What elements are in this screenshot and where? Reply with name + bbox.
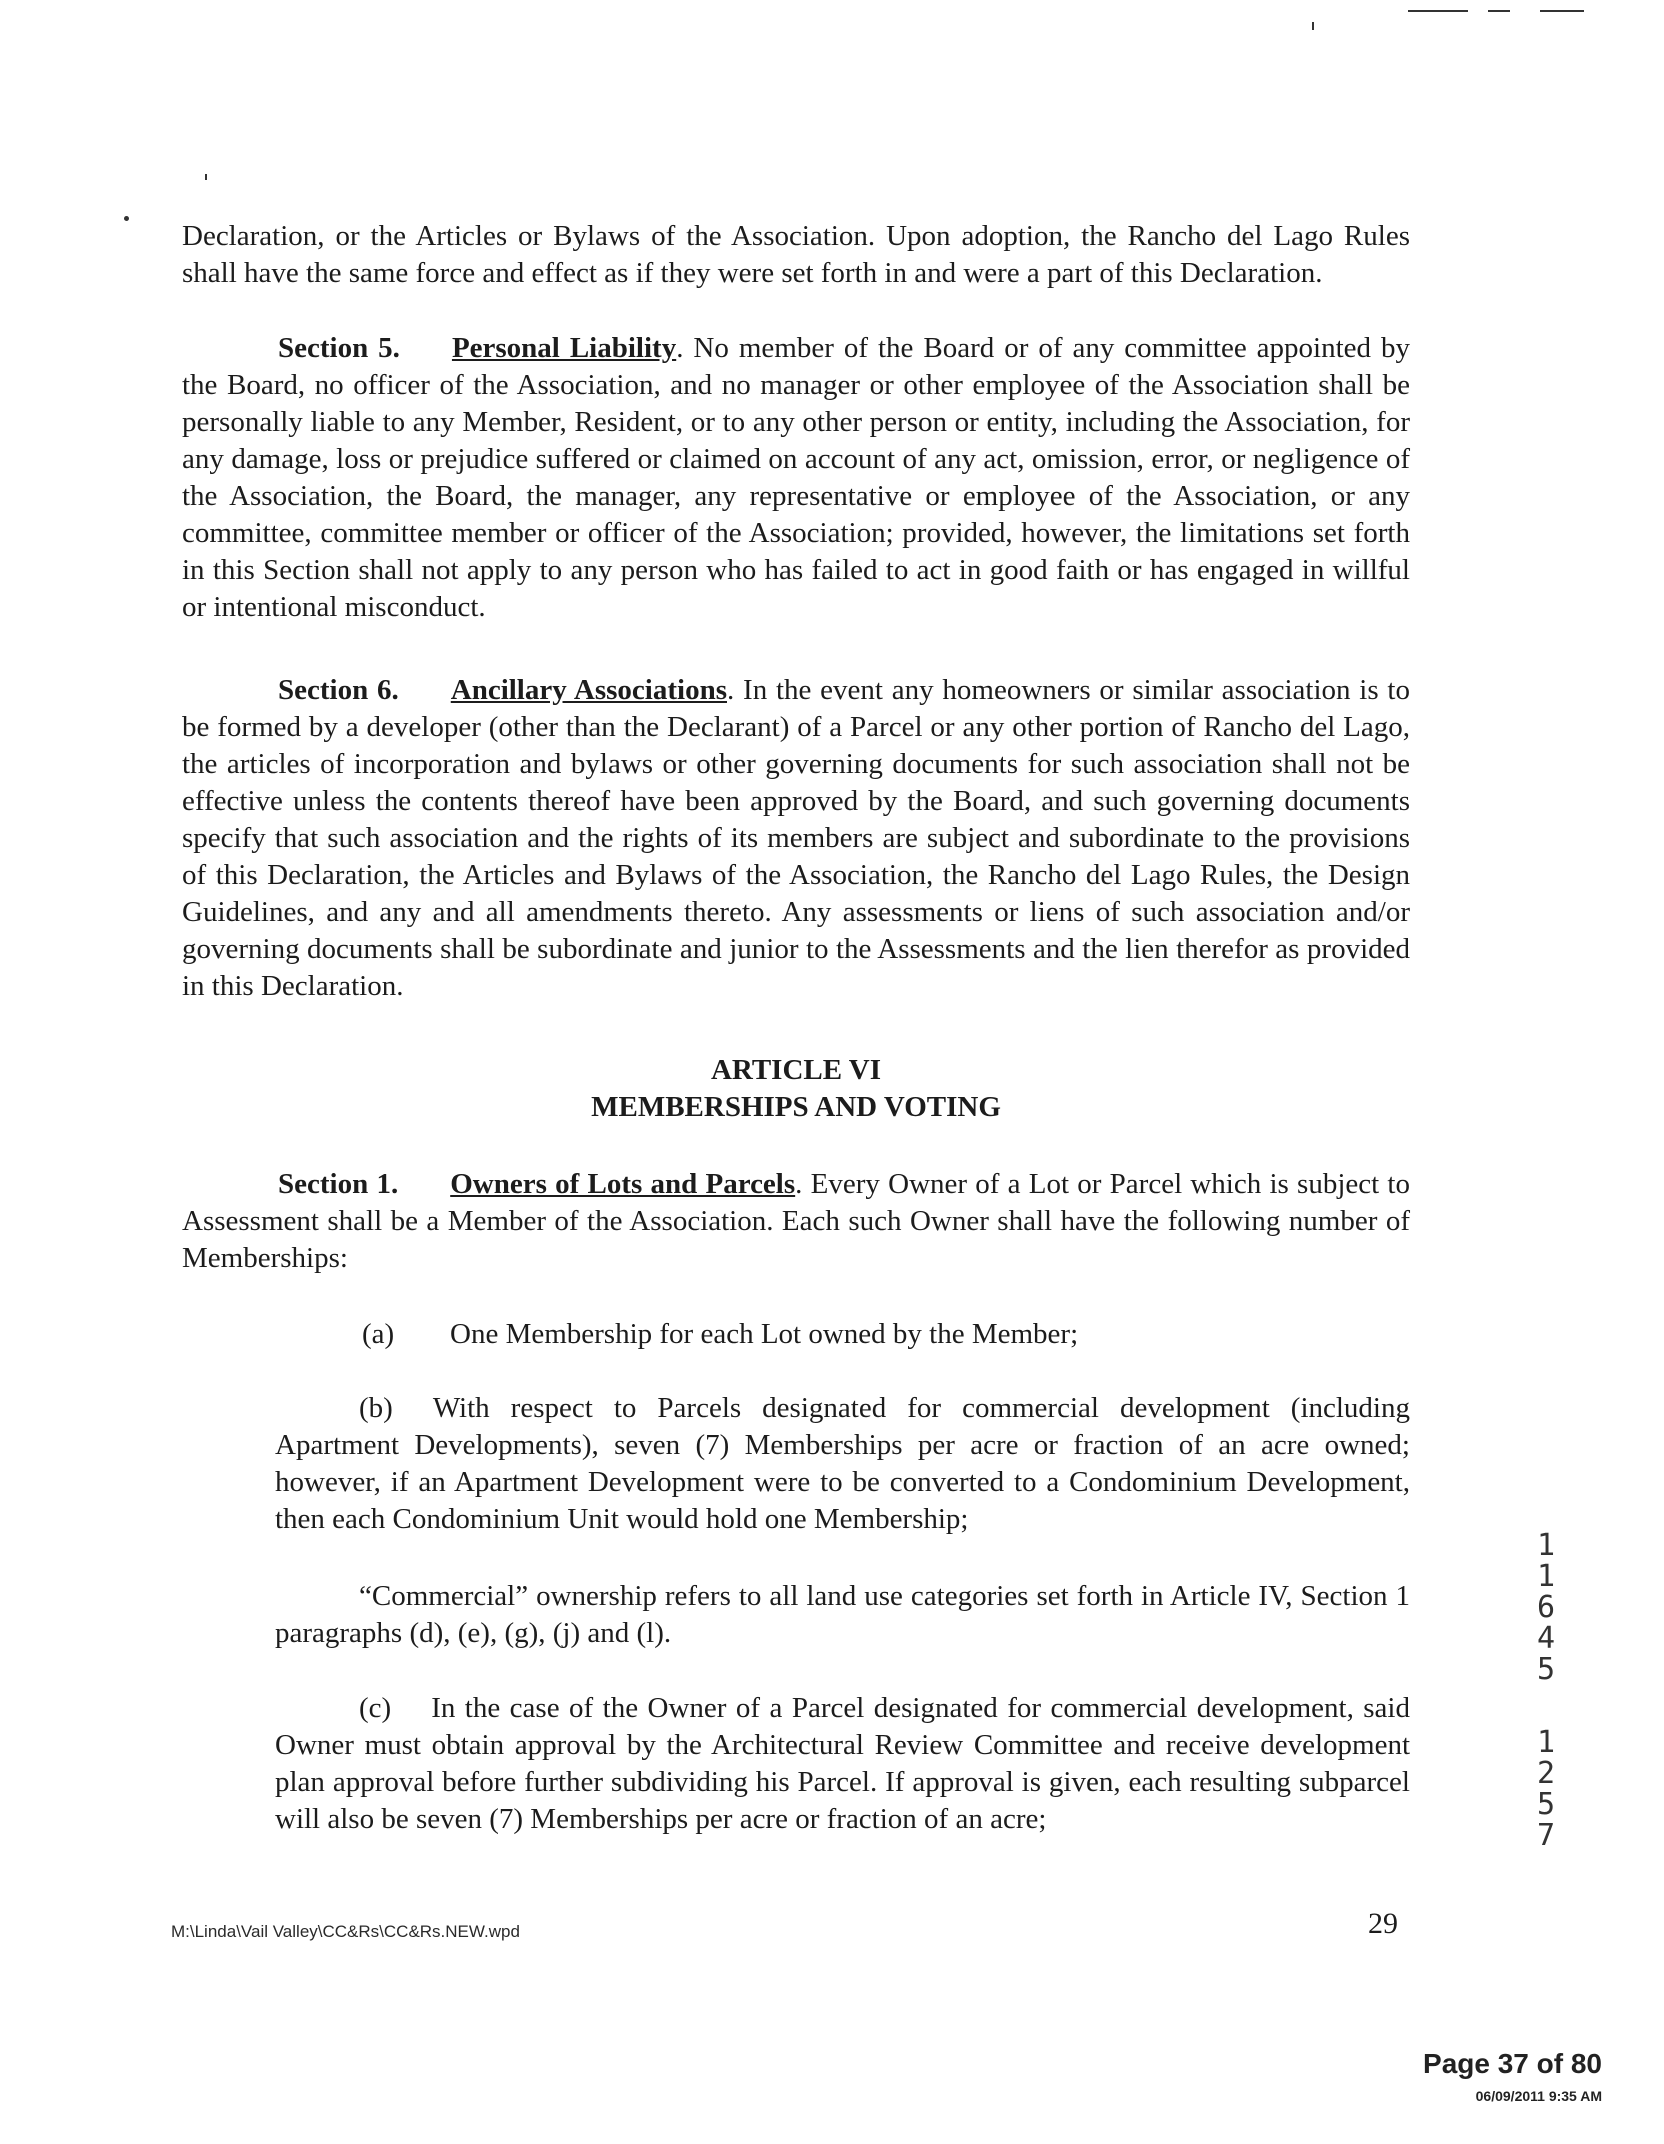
recording-digit: 5 — [1536, 1787, 1556, 1822]
section-6-number: Section 6. — [278, 674, 399, 706]
section-5-paragraph — [182, 330, 1410, 626]
recording-digit: 1 — [1536, 1725, 1556, 1760]
recording-number — [1528, 1530, 1564, 1851]
recording-digit: 4 — [1536, 1621, 1556, 1656]
scan-mark-top-right-2 — [1488, 10, 1510, 12]
section-6-title: Ancillary Associations — [450, 674, 727, 706]
article-heading — [182, 1052, 1410, 1126]
article-number: ARTICLE VI — [710, 1054, 882, 1086]
footer-page-number: 29 — [1368, 1907, 1398, 1940]
continuation-paragraph: Declaration, or the Articles or Bylaws of the Association. Upon adoption, the Rancho del Lago Rules shall have the same force and effect as if they were set forth in and were a part of this Declaration. — [182, 220, 1410, 289]
item-c — [275, 1690, 1410, 1838]
footer-file-path: M:\Linda\Vail Valley\CC&Rs\CC&Rs.NEW.wpd — [171, 1922, 520, 1941]
section-6-paragraph — [182, 672, 1410, 1005]
scan-mark-top — [1312, 22, 1314, 30]
section-1-paragraph — [182, 1166, 1410, 1277]
item-c-text: In the case of the Owner of a Parcel designated for commercial development, said Owner must obtain approval by the Architectural Review Committee and receive development plan approval before further subdividing his Parcel. If approval is given, each resulting subparcel will also be seven (7) Memberships per acre or fraction of an acre; — [275, 1692, 1410, 1835]
scan-mark-top-right — [1408, 10, 1468, 12]
item-b — [275, 1390, 1410, 1538]
section-1-title: Owners of Lots and Parcels — [450, 1168, 796, 1200]
date-stamp: 06/09/2011 9:35 AM — [1475, 2088, 1602, 2104]
section-5-title: Personal Liability — [451, 332, 677, 364]
item-b-text: With respect to Parcels designated for commercial development (including Apartment Developments), seven (7) Memberships per acre or fraction of an acre owned; however, if an Apartment Development were to be converted to a Condominium Development, then each Condominium Unit would hold one Membership; — [275, 1392, 1410, 1535]
section-5-number: Section 5. — [278, 332, 400, 364]
item-b-label: (b) — [359, 1392, 393, 1424]
recording-digit: 1 — [1536, 1559, 1556, 1594]
section-5-body: . No member of the Board or of any committee appointed by the Board, no officer of the Association, and no manager or other employee of the Association shall be personally liable to any Member, Resident, or to any other person or entity, including the Association, for any damage, loss or prejudice suffered or claimed on account of any act, omission, error, or negligence of the Association, the Board, the manager, any representative or employee of the Association, or any committee, committee member or officer of the Association; provided, however, the limitations set forth in this Section shall not apply to any person who has failed to act in good faith or has engaged in willful or intentional misconduct. — [182, 332, 1410, 623]
recording-digit: 1 — [1536, 1528, 1556, 1563]
item-a-text: One Membership for each Lot owned by the Member; — [450, 1318, 1079, 1350]
section-1-body: . Every Owner of a Lot or Parcel which is subject to Assessment shall be a Member of the Association. Each such Owner shall have the following number of Memberships: — [182, 1168, 1410, 1274]
recording-digit: 5 — [1536, 1652, 1556, 1687]
article-title: MEMBERSHIPS AND VOTING — [591, 1091, 1001, 1123]
scan-mark-left — [124, 216, 129, 221]
scan-mark-top-right-3 — [1540, 10, 1584, 12]
recording-digit: 2 — [1536, 1756, 1556, 1791]
recording-digit: 6 — [1536, 1590, 1556, 1625]
section-6-body: . In the event any homeowners or similar association is to be formed by a developer (other than the Declarant) of a Parcel or any other portion of Rancho del Lago, the articles of incorporation and bylaws or other governing documents for such association shall not be effective unless the contents thereof have been approved by the Board, and such governing documents specify that such association and the rights of its members are subject and subordinate to the provisions of this Declaration, the Articles and Bylaws of the Association, the Rancho del Lago Rules, the Design Guidelines, and any and all amendments thereto. Any assessments or liens of such association and/or governing documents shall be subordinate and junior to the Assessments and the lien therefor as provided in this Declaration. — [182, 674, 1410, 1002]
commercial-note: “Commercial” ownership refers to all land use categories set forth in Article IV, Section 1 paragraphs (d), (e), (g), (j) and (l). — [275, 1580, 1410, 1649]
item-a — [362, 1316, 1410, 1353]
recording-digit: 7 — [1536, 1818, 1556, 1853]
page-stamp: Page 37 of 80 — [1423, 2048, 1602, 2079]
scan-mark-left-2 — [205, 174, 207, 180]
item-a-label: (a) — [362, 1318, 395, 1350]
section-1-number: Section 1. — [278, 1168, 399, 1200]
item-c-label: (c) — [359, 1692, 392, 1724]
